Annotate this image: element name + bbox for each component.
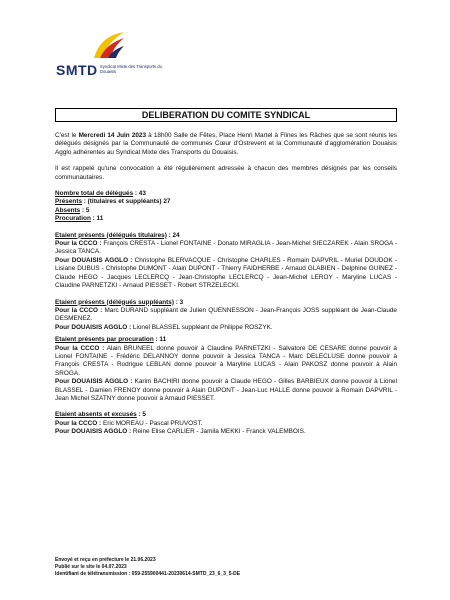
count-line: Absents : 5	[55, 206, 90, 214]
received-date: Envoyé et reçu en préfecture le 21.06.2023	[55, 557, 156, 563]
transmission-footer	[55, 557, 397, 579]
intro-paragraph: C'est le Mercredi 14 Juin 2023 à 18h00 Salle de Fêtes, Place Henri Martel à Flines les Râches que se sont réunis les délégués désignés par la Communauté de communes Cœur d'Ostrevent et la Communauté d'agglomération Douaisis Agglo adhérentes au Syndicat Mixte des Transports du Douaisis.	[55, 132, 397, 156]
section-heading: Etaient absents et excusés : 5	[55, 411, 146, 419]
section-line: Pour la CCCO : Marc DURAND suppléant de Julien QUENNESSON - Jean-François JOSS suppléant de Jean-Claude DESMENEZ.	[55, 306, 397, 323]
section-line: Pour la CCCO : François CRESTA - Lionel FONTAINE - Donato MIRAGLIA - Jean-Michel SIECZAREK - Alain SROGA - Jessica TANCA.	[55, 240, 397, 256]
document-body	[55, 132, 397, 437]
count-line: Présents : (titulaires et suppléants) 27	[55, 198, 171, 206]
smtd-logo-mark-icon	[90, 28, 126, 64]
convocation-reminder: Il est rappelé qu'une convocation a été régulièrement adressée à chacun des membres désignés par les conseils communautaires.	[55, 165, 397, 181]
section-heading: Etaient présents par procuration : 11	[55, 336, 167, 344]
section-line: Pour la CCCO : Alain BRUNEEL donne pouvoir à Claudine PARNETZKI - Salvatore DE CESARE donne pouvoir à Lionel FONTAINE - Frédéric DELANNOY donne pouvoir à Jessica TANCA - Marc DELECLUSE donne pouvoir à François CRESTA - Rodrigue LEBLAN donne pouvoir à Maryline LUCAS - Alain PAKOSZ donne pouvoir à Alain SROGA.	[55, 344, 397, 377]
section-absents	[55, 411, 397, 436]
logo-name: SMTD	[56, 62, 98, 78]
counts-block	[55, 190, 397, 224]
count-line: Procuration : 11	[55, 215, 104, 223]
count-line: Nombre total de délégués : 43	[55, 190, 146, 198]
section-heading: Etaient présents (délégués suppléants) : 3	[55, 298, 184, 306]
section-line: Pour DOUAISIS AGGLO : Lionel BLASSEL suppléant de Philippe ROSZYK.	[55, 323, 273, 331]
document-title: DELIBERATION DU COMITE SYNDICAL	[55, 108, 397, 122]
logo-subtitle: Syndicat Mixte des Transports du Douaisis	[100, 64, 162, 74]
transmission-identifier: Identifiant de télétransmission : 059-255900441-20230614-SMTD_23_6_3_5-DE	[55, 571, 241, 578]
smtd-logo	[56, 28, 196, 86]
published-date: Publié sur le site le 04.07.2023	[55, 564, 127, 571]
section-line: Pour DOUAISIS AGGLO : Reine Elise CARLIER - Jamila MEKKI - Franck VALEMBOIS.	[55, 428, 306, 436]
section-suppleants	[55, 299, 397, 333]
section-heading: Etaient présents (délégués titulaires) : 24	[55, 231, 180, 239]
section-line: Pour la CCCO : Eric MOREAU - Pascal PRUVOST.	[55, 419, 203, 427]
section-line: Pour DOUAISIS AGGLO : Karim BACHIRI donne pouvoir à Claude HEGO - Gilles BARBIEUX donne pouvoir à Lionel BLASSEL - Damien FRENOY donne pouvoir à Alain DUPONT - Jean-Luc HALLE donne pouvoir à Romain DAPVRIL - Jean Michel SZATNY donne pouvoir à Arnaud PIESSET.	[55, 378, 397, 402]
meeting-date: Mercredi 14 Juin 2023	[78, 132, 147, 139]
section-titulaires	[55, 232, 397, 291]
section-line: Pour DOUAISIS AGGLO : Christophe BLERVACQUE - Christophe CHARLES - Romain DAPVRIL - Muriel DOUDOK - Lisiane DUBUS - Christophe DUMONT - Alain DUPONT - Thierry FAIDHERBE - Arnaud GLABIEN - Delphine GUINEZ - Claude HEGO - Jacques LECLERCQ - Jean-Christophe LECLERCQ - Jean-Michel LEROY - Maryline LUCAS - Claudine PARNETZKI - Arnaud PIESSET - Robert STRZELECKI.	[55, 256, 397, 290]
section-procuration	[55, 336, 397, 403]
